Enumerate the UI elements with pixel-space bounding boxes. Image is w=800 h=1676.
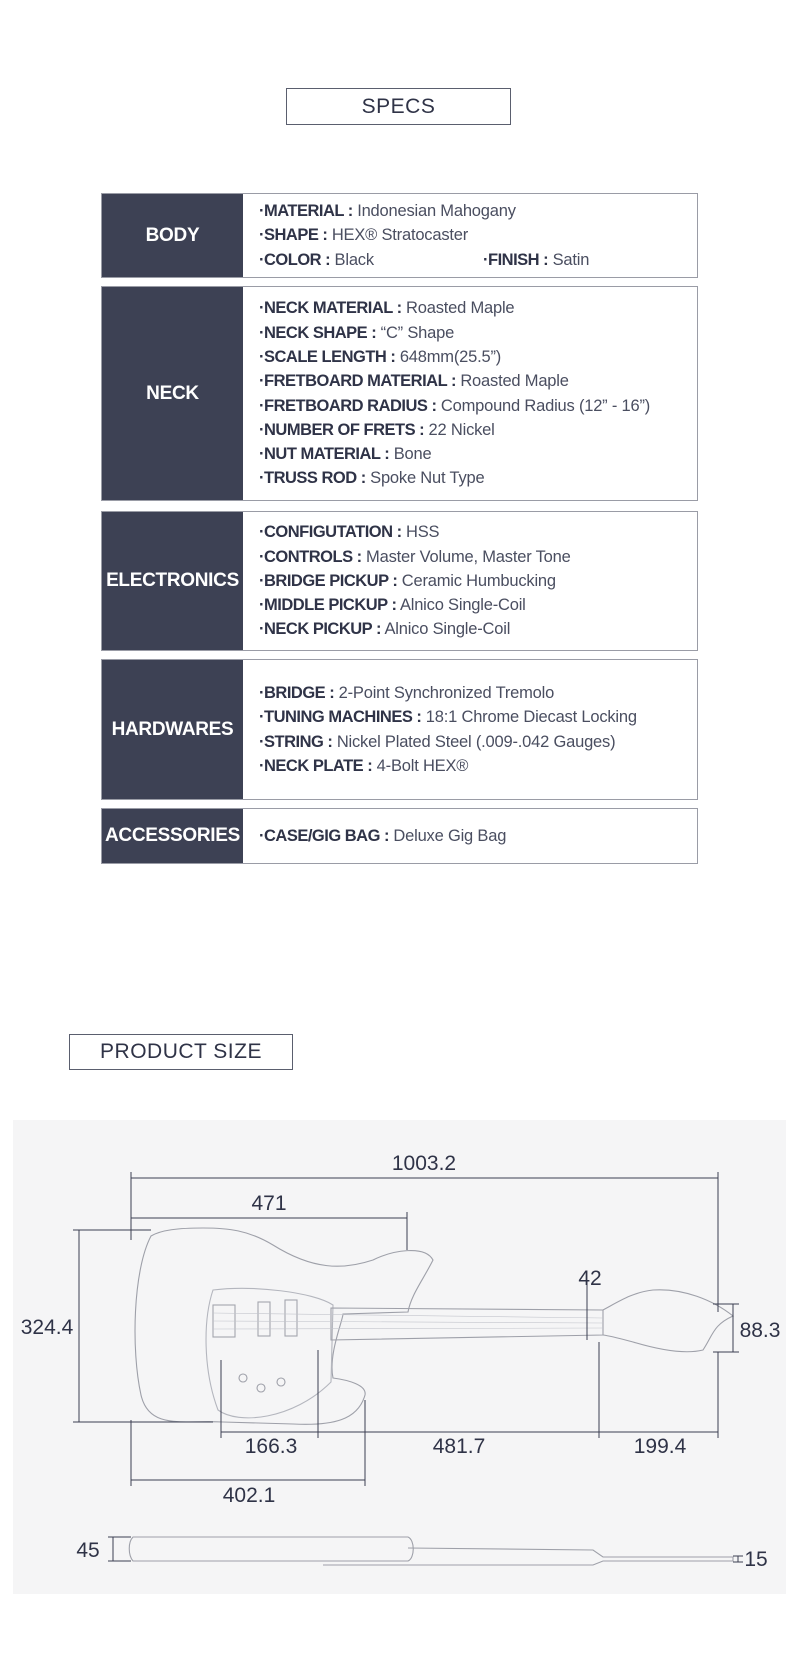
spec-line: ·TRUSS ROD : Spoke Nut Type	[259, 469, 485, 488]
spec-list-hardwares	[243, 660, 697, 799]
spec-block-hardwares	[101, 659, 698, 800]
spec-list-electronics	[243, 512, 697, 650]
spec-line: ·BRIDGE PICKUP : Ceramic Humbucking	[259, 571, 556, 590]
spec-line: ·MATERIAL : Indonesian Mahogany	[259, 202, 516, 221]
dim-headstock-length: 199.4	[633, 1435, 687, 1458]
spec-header-electronics: ELECTRONICS	[102, 512, 243, 650]
spec-line: ·SCALE LENGTH : 648mm(25.5”)	[259, 347, 502, 366]
dim-headstock-height: 88.3	[739, 1319, 781, 1342]
guitar-side-view	[129, 1537, 733, 1565]
dim-nut-width: 42	[578, 1267, 602, 1290]
dimension-diagram	[13, 1120, 786, 1594]
spec-line: ·MIDDLE PICKUP : Alnico Single-Coil	[259, 596, 526, 615]
dim-headstock-thickness: 15	[744, 1548, 768, 1571]
spec-line: ·STRING : Nickel Plated Steel (.009-.042 Gauges)	[259, 732, 616, 751]
spec-line: ·NUMBER OF FRETS : 22 Nickel	[259, 420, 495, 439]
spec-header-neck: NECK	[102, 287, 243, 500]
dimension-lines	[73, 1172, 743, 1562]
spec-line: ·FRETBOARD RADIUS : Compound Radius (12” - 16”)	[259, 396, 651, 415]
spec-list-body	[243, 194, 697, 277]
dim-body-height: 324.4	[20, 1316, 74, 1339]
guitar-front-view	[135, 1228, 733, 1424]
spec-line: ·FRETBOARD MATERIAL : Roasted Maple	[259, 372, 569, 391]
spec-list-accessories	[243, 809, 697, 863]
spec-line: ·NECK PLATE : 4-Bolt HEX®	[259, 756, 469, 775]
spec-list-neck	[243, 287, 697, 500]
spec-line: ·TUNING MACHINES : 18:1 Chrome Diecast Locking	[259, 708, 637, 727]
spec-line: ·SHAPE : HEX® Stratocaster	[259, 226, 469, 245]
spec-finish: ·FINISH : Satin	[483, 250, 590, 269]
spec-header-accessories: ACCESSORIES	[102, 809, 243, 863]
spec-line: ·CONFIGUTATION : HSS	[259, 523, 440, 542]
spec-block-electronics	[101, 511, 698, 651]
spec-header-hardwares: HARDWARES	[102, 660, 243, 799]
dim-body-thickness: 45	[76, 1539, 100, 1562]
specs-title: SPECS	[286, 88, 511, 125]
spec-line: ·NECK PICKUP : Alnico Single-Coil	[259, 620, 511, 639]
spec-line: ·NECK MATERIAL : Roasted Maple	[259, 299, 515, 318]
spec-header-body: BODY	[102, 194, 243, 277]
spec-block-body	[101, 193, 698, 278]
dim-overall-length: 1003.2	[391, 1152, 457, 1175]
spec-block-accessories	[101, 808, 698, 864]
dim-body-top-length: 471	[251, 1192, 287, 1215]
spec-line: ·NECK SHAPE : “C” Shape	[259, 323, 455, 342]
dim-neck-length: 481.7	[432, 1435, 486, 1458]
spec-block-neck	[101, 286, 698, 501]
spec-line: ·CASE/GIG BAG : Deluxe Gig Bag	[259, 826, 507, 845]
spec-line: ·COLOR : Black ·FINISH : Satin	[259, 248, 697, 272]
product-size-title: PRODUCT SIZE	[69, 1034, 293, 1070]
dim-body-length: 402.1	[222, 1484, 276, 1507]
spec-line: ·NUT MATERIAL : Bone	[259, 445, 432, 464]
guitar-drawing	[13, 1120, 786, 1594]
spec-line: ·BRIDGE : 2-Point Synchronized Tremolo	[259, 683, 555, 702]
spec-line: ·CONTROLS : Master Volume, Master Tone	[259, 547, 571, 566]
dim-body-to-neck: 166.3	[244, 1435, 298, 1458]
